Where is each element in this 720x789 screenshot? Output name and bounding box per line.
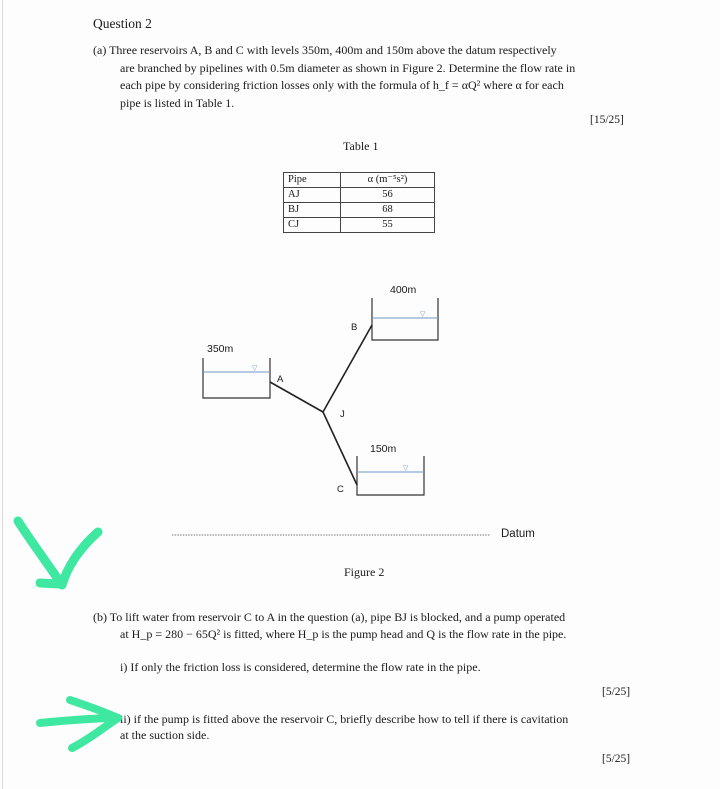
table-cell-pipe: BJ [284,203,341,218]
figure-caption: Figure 2 [344,565,385,579]
label-level-a: 350m [207,343,234,355]
label-level-c: 150m [370,443,397,455]
water-level-icon: ▽ [252,364,258,372]
part-a-marks: [15/25] [590,114,624,126]
part-b-marks-i: [5/25] [602,686,631,698]
part-b-line-1: (b) To lift water from reservoir C to A in the question (a), pipe BJ is blocked, and a pump operated [93,610,566,624]
label-node-b: B [351,322,358,333]
table-header-alpha: α (m⁻⁵s²) [341,173,435,188]
part-a-line-2: are branched by pipelines with 0.5m diameter as shown in Figure 2. Determine the flow rate in [120,60,576,75]
part-a-line-1: (a) Three reservoirs A, B and C with levels 350m, 400m and 150m above the datum respectively [93,43,557,57]
part-b-sub-i: i) If only the friction loss is considered, determine the flow rate in the pipe. [120,660,481,674]
part-b-sub-ii-line-1: ii) if the pump is fitted above the reservoir C, briefly describe how to tell if there is cavitation [120,712,569,726]
table-header-pipe: Pipe [284,173,341,188]
table-cell-alpha: 56 [341,188,435,203]
part-a-line-3: each pipe by considering friction losses only with the formula of h_f = αQ² where α for each [120,78,564,92]
water-level-icon: ▽ [403,464,409,472]
right-arrow-icon [40,700,118,748]
label-level-b: 400m [390,284,417,296]
label-datum: Datum [501,528,535,540]
table-cell-alpha: 55 [341,218,435,233]
table-title: Table 1 [343,139,379,153]
question-title: Question 2 [93,16,152,31]
water-level-icon: ▽ [420,310,426,318]
label-node-j: J [340,409,345,420]
part-b-marks-ii: [5/25] [602,753,631,765]
part-a-line-4: pipe is listed in Table 1. [120,95,235,110]
label-node-a: A [277,374,284,385]
label-node-c: C [337,484,344,495]
down-arrow-icon [18,521,98,585]
part-b-line-2: at H_p = 280 − 65Q² is fitted, where H_p is the pump head and Q is the flow rate in the pipe. [120,627,567,641]
table-cell-pipe: CJ [284,218,341,233]
table-cell-alpha: 68 [341,203,435,218]
table-cell-pipe: AJ [284,188,341,203]
part-b-sub-ii-line-2: at the suction side. [120,728,210,742]
